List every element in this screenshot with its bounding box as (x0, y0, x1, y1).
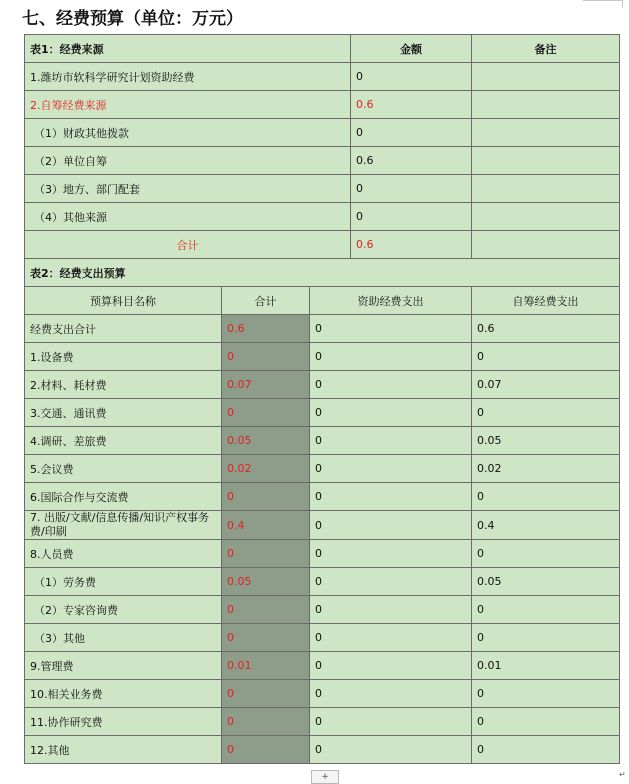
table2-row (25, 427, 620, 455)
source-label: （3）地方、部门配套 (25, 175, 351, 203)
item-total: 0 (222, 399, 310, 427)
source-amount: 0 (351, 119, 472, 147)
table2-header-row (25, 287, 620, 315)
item-funded: 0 (310, 483, 472, 511)
item-self: 0.01 (472, 652, 620, 680)
table2-row (25, 511, 620, 540)
item-total: 0 (222, 483, 310, 511)
item-name: 5.会议费 (25, 455, 222, 483)
item-total: 0 (222, 708, 310, 736)
item-funded: 0 (310, 736, 472, 764)
table2-row (25, 315, 620, 343)
source-remark (472, 63, 620, 91)
item-self: 0 (472, 596, 620, 624)
item-total: 0.01 (222, 652, 310, 680)
item-funded: 0 (310, 511, 472, 540)
table2-title-row (25, 259, 620, 287)
item-funded: 0 (310, 568, 472, 596)
item-total: 0.07 (222, 371, 310, 399)
table2-row (25, 399, 620, 427)
table2-row (25, 596, 620, 624)
item-self: 0.05 (472, 568, 620, 596)
total-remark (472, 231, 620, 259)
item-self: 0 (472, 540, 620, 568)
item-self: 0.07 (472, 371, 620, 399)
item-total: 0 (222, 343, 310, 371)
table1-row (25, 203, 620, 231)
item-self: 0.6 (472, 315, 620, 343)
item-total: 0.4 (222, 511, 310, 540)
page-frame-top (583, 0, 623, 1)
total-label: 合计 (25, 231, 351, 259)
table2-row (25, 371, 620, 399)
table2-row (25, 540, 620, 568)
item-funded: 0 (310, 427, 472, 455)
source-amount: 0.6 (351, 91, 472, 119)
item-self: 0.4 (472, 511, 620, 540)
remark-header: 备注 (472, 35, 620, 63)
total-amount: 0.6 (351, 231, 472, 259)
source-remark (472, 119, 620, 147)
item-funded: 0 (310, 652, 472, 680)
item-name: 7. 出版/文献/信息传播/知识产权事务费/印刷 (25, 511, 222, 540)
item-name: 8.人员费 (25, 540, 222, 568)
table1-row (25, 175, 620, 203)
source-label: （4）其他来源 (25, 203, 351, 231)
item-name: 9.管理费 (25, 652, 222, 680)
item-funded: 0 (310, 540, 472, 568)
item-self: 0 (472, 343, 620, 371)
item-name: 经费支出合计 (25, 315, 222, 343)
item-funded: 0 (310, 455, 472, 483)
item-name: 6.国际合作与交流费 (25, 483, 222, 511)
item-name: 3.交通、通讯费 (25, 399, 222, 427)
table2-row (25, 455, 620, 483)
table1-header-row (25, 35, 620, 63)
col-header-total: 合计 (222, 287, 310, 315)
table2-row (25, 483, 620, 511)
item-name: 2.材料、耗材费 (25, 371, 222, 399)
item-total: 0 (222, 736, 310, 764)
table1-row (25, 119, 620, 147)
table2-row (25, 568, 620, 596)
table1-row (25, 63, 620, 91)
source-remark (472, 175, 620, 203)
table2-row (25, 708, 620, 736)
item-total: 0.02 (222, 455, 310, 483)
item-self: 0 (472, 624, 620, 652)
source-remark (472, 203, 620, 231)
item-total: 0 (222, 540, 310, 568)
item-name: （3）其他 (25, 624, 222, 652)
source-amount: 0 (351, 63, 472, 91)
table2-row (25, 680, 620, 708)
item-self: 0 (472, 483, 620, 511)
table1-row (25, 147, 620, 175)
item-name: （1）劳务费 (25, 568, 222, 596)
col-header-self: 自筹经费支出 (472, 287, 620, 315)
col-header-name: 预算科目名称 (25, 287, 222, 315)
item-funded: 0 (310, 596, 472, 624)
item-funded: 0 (310, 680, 472, 708)
scroll-tab[interactable]: + (311, 770, 339, 784)
item-name: 1.设备费 (25, 343, 222, 371)
item-funded: 0 (310, 371, 472, 399)
item-self: 0 (472, 680, 620, 708)
source-label: 1.潍坊市软科学研究计划资助经费 (25, 63, 351, 91)
item-total: 0 (222, 624, 310, 652)
budget-table (24, 34, 620, 764)
item-total: 0 (222, 596, 310, 624)
item-name: 11.协作研究费 (25, 708, 222, 736)
source-amount: 0.6 (351, 147, 472, 175)
source-label: （1）财政其他拨款 (25, 119, 351, 147)
item-total: 0.6 (222, 315, 310, 343)
amount-header: 金额 (351, 35, 472, 63)
source-amount: 0 (351, 203, 472, 231)
table1-row (25, 91, 620, 119)
item-funded: 0 (310, 343, 472, 371)
item-funded: 0 (310, 708, 472, 736)
item-name: 12.其他 (25, 736, 222, 764)
source-amount: 0 (351, 175, 472, 203)
item-total: 0.05 (222, 568, 310, 596)
table2-row (25, 624, 620, 652)
table2-row (25, 343, 620, 371)
item-name: （2）专家咨询费 (25, 596, 222, 624)
table1-title: 表1：经费来源 (25, 35, 351, 63)
item-self: 0.05 (472, 427, 620, 455)
col-header-funded: 资助经费支出 (310, 287, 472, 315)
item-self: 0 (472, 708, 620, 736)
table2-title: 表2：经费支出预算 (25, 259, 620, 287)
item-self: 0 (472, 736, 620, 764)
table2-row (25, 736, 620, 764)
table2-row (25, 652, 620, 680)
item-total: 0 (222, 680, 310, 708)
item-name: 4.调研、差旅费 (25, 427, 222, 455)
item-total: 0.05 (222, 427, 310, 455)
item-funded: 0 (310, 399, 472, 427)
paragraph-mark: ↵ (619, 770, 626, 779)
item-self: 0 (472, 399, 620, 427)
source-remark (472, 147, 620, 175)
item-name: 10.相关业务费 (25, 680, 222, 708)
source-label: 2.自筹经费来源 (25, 91, 351, 119)
item-funded: 0 (310, 624, 472, 652)
source-label: （2）单位自筹 (25, 147, 351, 175)
source-remark (472, 91, 620, 119)
page-frame-right (622, 0, 623, 8)
item-self: 0.02 (472, 455, 620, 483)
item-funded: 0 (310, 315, 472, 343)
section-heading: 七、经费预算（单位：万元） (22, 9, 243, 29)
table1-total-row (25, 231, 620, 259)
